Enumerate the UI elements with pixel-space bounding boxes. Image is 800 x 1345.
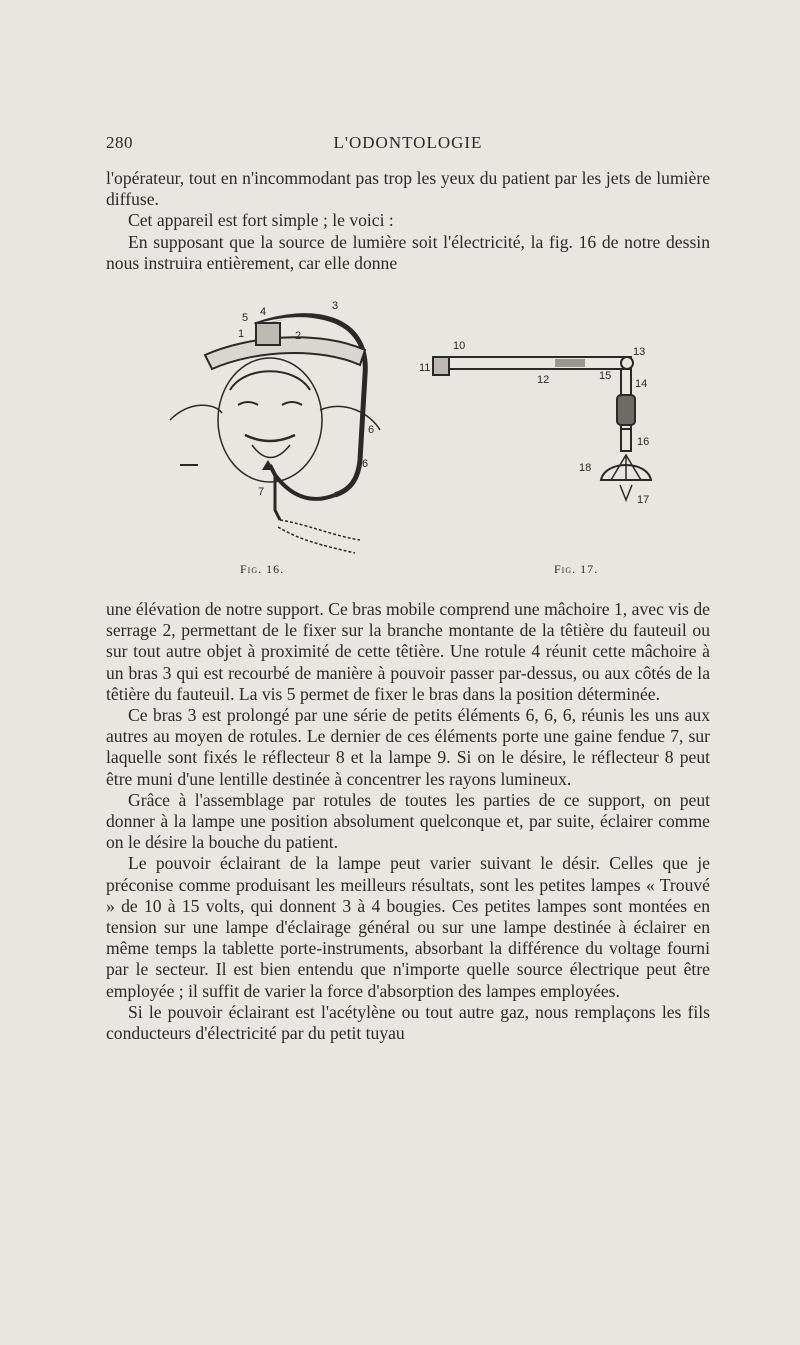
paragraph: l'opérateur, tout en n'incommodant pas trop les yeux du patient par les jets de lumière diffuse. bbox=[106, 168, 710, 210]
fig16-label: 5 bbox=[242, 312, 249, 324]
paragraph: Grâce à l'assemblage par rotules de toutes les parties de ce support, on peut donner à la lampe une position absolument quelconque et, par suite, éclairer comme on le désire la bouche du patient. bbox=[106, 789, 710, 853]
page-number: 280 bbox=[106, 133, 133, 152]
bottom-text-block bbox=[106, 599, 710, 1044]
fig17-label: 12 bbox=[537, 374, 550, 386]
paragraph: En supposant que la source de lumière soit l'électricité, la fig. 16 de notre dessin nous instruira entièrement, car elle donne bbox=[106, 231, 710, 273]
fig17-label: 13 bbox=[633, 346, 646, 358]
paragraph: Ce bras 3 est prolongé par une série de petits éléments 6, 6, 6, réunis les uns aux autres au moyen de rotules. Le dernier de ces éléments porte une gaine fendue 7, sur laquelle sont fixés le réflecteur 8 et la lampe 9. Si on le désire, le réflecteur 8 peut être muni d'une lentille destinée à concentrer les rayons lumineux. bbox=[106, 705, 710, 789]
figure-17-caption: Fig. 17. bbox=[554, 562, 599, 576]
figure-16-caption: Fig. 16. bbox=[240, 562, 285, 576]
journal-title: L'ODONTOLOGIE bbox=[333, 133, 483, 152]
figure-17-illustration bbox=[415, 335, 665, 515]
fig17-label: 10 bbox=[453, 340, 466, 352]
paragraph: Si le pouvoir éclairant est l'acétylène ou tout autre gaz, nous remplaçons les fils conducteurs d'électricité par du petit tuyau bbox=[106, 1001, 710, 1044]
fig16-label: 2 bbox=[295, 330, 302, 342]
fig17-label: 17 bbox=[637, 494, 650, 506]
fig16-label: 6 bbox=[362, 458, 369, 470]
fig17-label: 18 bbox=[579, 462, 592, 474]
fig16-label: 3 bbox=[332, 300, 339, 312]
top-text-block bbox=[106, 168, 710, 274]
fig16-label: 6 bbox=[368, 424, 375, 436]
paragraph: une élévation de notre support. Ce bras mobile comprend une mâchoire 1, avec vis de serrage 2, permettant de le fixer sur la branche montante de la têtière du fauteuil ou sur tout autre objet à proximité de cette têtière. Une rotule 4 réunit cette mâchoire à un bras 3 qui est recourbé de manière à pouvoir passer par-dessus, ou aux côtés de la têtière du fauteuil. La vis 5 permet de fixer le bras dans la position déterminée. bbox=[106, 599, 710, 704]
running-header bbox=[106, 133, 710, 159]
paragraph: Le pouvoir éclairant de la lampe peut varier suivant le désir. Celles que je préconise comme produisant les meilleurs résultats, sont les petites lampes « Trouvé » de 10 à 15 volts, qui donnent 3 à 4 bougies. Ces petites lampes sont montées en tension sur une lampe d'éclairage général ou sur une lampe destinée à éclairer en même temps la tablette porte-instruments, absorbant la différence du voltage fourni par le secteur. Il est bien entendu que n'importe quelle source électrique peut être employée ; il suffit de varier la force d'absorption des lampes employées. bbox=[106, 853, 710, 1001]
figure-16-illustration bbox=[160, 295, 390, 560]
fig17-label: 14 bbox=[635, 378, 648, 390]
fig17-label: 15 bbox=[599, 370, 612, 382]
fig16-label: 1 bbox=[238, 328, 245, 340]
paragraph: Cet appareil est fort simple ; le voici : bbox=[128, 210, 394, 231]
fig17-label: 16 bbox=[637, 436, 650, 448]
fig17-label: 11 bbox=[419, 362, 431, 374]
fig16-label: 4 bbox=[260, 306, 267, 318]
fig16-label: 7 bbox=[258, 486, 265, 498]
